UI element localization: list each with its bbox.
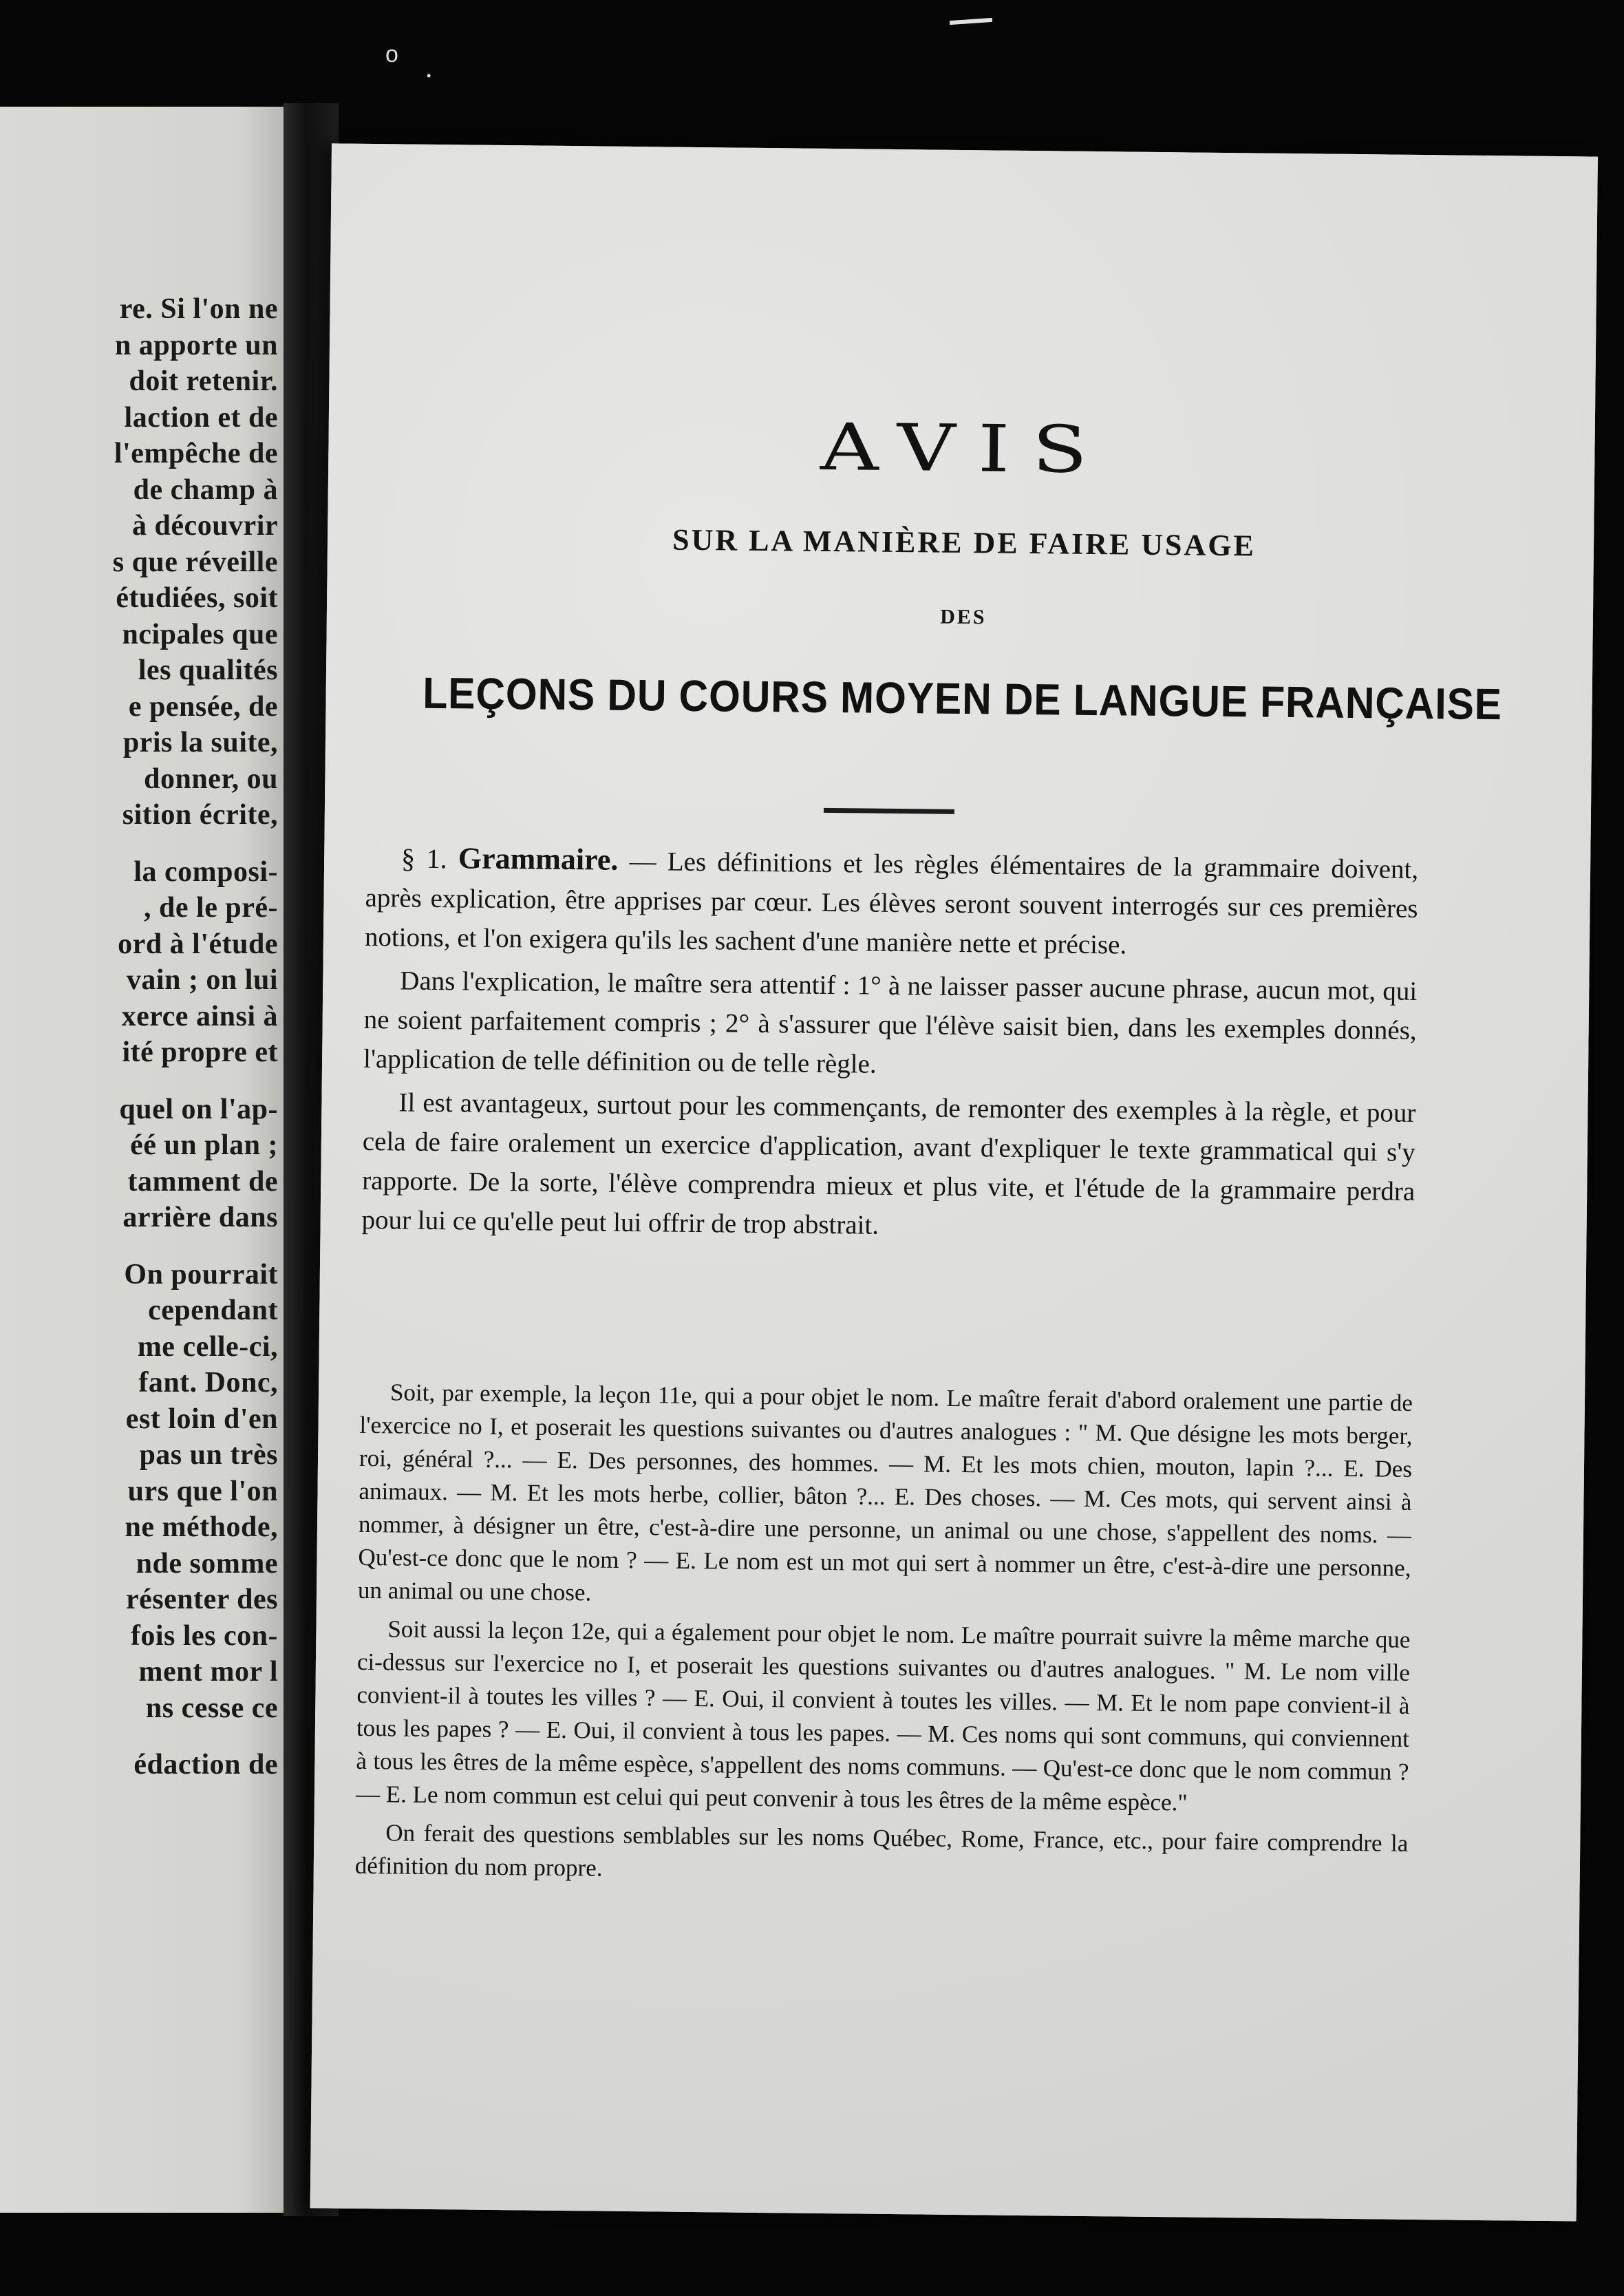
section-number: § 1. — [400, 842, 447, 875]
paragraph: Dans l'explication, le maître sera attentif : 1° à ne laisser passer aucune phrase, aucun mot, qui ne soient parfaitement compris ; 2° à s'assurer que l'élève saisit bien, dans les exemples donnés, l'application de telle définition ou de telle règle. — [363, 966, 1418, 1079]
previous-page-line: ord à l'étude — [118, 928, 278, 960]
previous-page-line: xerce ainsi à — [121, 1000, 278, 1032]
previous-page-line: On pourrait — [124, 1258, 278, 1290]
previous-page-line: de champ à — [133, 474, 278, 506]
previous-page-line: les qualités — [138, 655, 278, 686]
previous-page-line: re. Si l'on ne — [119, 293, 278, 325]
previous-page-line: me celle-ci, — [137, 1330, 278, 1363]
previous-page-line: pris la suite, — [122, 727, 278, 758]
previous-page-line: ment mor l — [138, 1656, 278, 1688]
previous-page-line: e pensée, de — [128, 690, 278, 723]
paragraph: On ferait des questions semblables sur les noms Québec, Rome, France, etc., pour faire comprendre la définition du nom propre. — [354, 1819, 1409, 1882]
previous-page-line: l'empêche de — [114, 438, 278, 469]
previous-page-line: n apporte un — [114, 329, 278, 361]
book-title: LEÇONS DU COURS MOYEN DE LANGUE FRANÇAISE — [422, 668, 1503, 730]
scan-mark — [950, 18, 992, 25]
previous-page-line: donner, ou — [144, 763, 278, 795]
paragraph — [365, 838, 1419, 968]
previous-page-line: ité propre et — [122, 1037, 278, 1068]
previous-page-line: fant. Donc, — [138, 1367, 278, 1399]
page-title: AVIS — [820, 410, 1111, 489]
document-page — [310, 143, 1598, 2221]
paragraph: Soit, par exemple, la leçon 11e, qui a pour objet le nom. Le maître ferait d'abord oralement une partie de l'exercice no I, et poserait les questions suivantes ou d'autres analogues : " M. Que désigne les mots berger, roi, général ?... — E. Des personnes, des hommes. — M. Et les mots chien, mouton, lapin ?... E. Des animaux. — M. Et les mots herbe, collier, bâton ?... E. Des choses. — M. Ces mots, qui servent ainsi à nommer, à désigner un être, c'est-à-dire une personne, un animal ou une chose, s'appellent des noms. — Qu'est-ce donc que le nom ? — E. Le nom est un mot qui sert à nommer un être, c'est-à-dire une personne, un animal ou une chose. — [357, 1379, 1413, 1606]
previous-page-line: étudiées, soit — [116, 582, 278, 614]
previous-page-line: quel on l'ap- — [119, 1093, 278, 1125]
title-rule — [824, 808, 954, 814]
paragraph-text: — Les définitions et les règles élémentaires de la grammaire doivent, après explication, être apprises par cœur. Les élèves seront souvent interrogés sur ces premières notions, et l'on exigera qu'ils les sachent d'une manière nette et précise. — [364, 846, 1419, 960]
previous-page-line: tamment de — [127, 1165, 278, 1198]
previous-page-line: ns cesse ce — [145, 1692, 278, 1724]
previous-page-line: sition écrite, — [122, 799, 278, 831]
previous-page-line: édaction de — [133, 1749, 278, 1781]
paragraph: Soit aussi la leçon 12e, qui a également pour objet le nom. Le maître pourrait suivre la même marche que ci-dessus sur l'exercice no I, et poserait les questions suivantes ou d'autres analogues. " M. Le nom ville convient-il à toutes les villes ? — E. Oui, il convient à toutes les villes. — M. Et le nom pape convient-il à tous les papes ? — E. Oui, il convient à tous les papes. — M. Ces noms qui sont communs, qui conviennent à tous les êtres de la même espèce, s'appellent des noms communs. — Qu'est-ce donc que le nom commun ? — E. Le nom commun est celui qui peut convenir à tous les êtres de la même espèce." — [355, 1615, 1411, 1816]
scan-mark: • — [427, 69, 431, 83]
previous-page-line: cependant — [148, 1295, 278, 1326]
scan-mark: o — [385, 41, 398, 67]
previous-page-line: pas un très — [139, 1439, 278, 1471]
page-subtitle: SUR LA MANIÈRE DE FAIRE USAGE — [672, 522, 1257, 563]
previous-page-line: ne méthode, — [125, 1511, 278, 1543]
section-heading: Grammaire. — [458, 841, 619, 877]
previous-page-line: doit retenir. — [129, 365, 278, 397]
previous-page-line: nde somme — [136, 1547, 278, 1580]
previous-page-line: laction et de — [124, 401, 278, 434]
page-connector: DES — [940, 605, 987, 629]
paragraph: Il est avantageux, surtout pour les commençants, de remonter des exemples à la règle, et pour cela de faire oralement un exercice d'application, avant d'expliquer le texte grammatical qui s'y rapporte. De la sorte, l'élève comprendra mieux et plus vite, et l'étude de la grammaire perdra pour lui ce qu'elle peut lui offrir de trop abstrait. — [361, 1087, 1416, 1240]
previous-page-line: s que réveille — [112, 546, 278, 578]
previous-page-line: à découvrir — [132, 510, 278, 542]
previous-page-line: résenter des — [126, 1584, 278, 1615]
previous-page-line: , de le pré- — [144, 892, 278, 924]
previous-page-line: fois les con- — [130, 1619, 278, 1652]
previous-page-line: la composi- — [133, 855, 278, 888]
previous-page-line: arrière dans — [122, 1202, 278, 1233]
previous-page-line: urs que l'on — [127, 1475, 278, 1507]
example-text — [355, 1376, 1413, 1899]
previous-page-line: est loin d'en — [125, 1403, 278, 1435]
section-body — [361, 838, 1418, 1255]
previous-page-line: vain ; on lui — [126, 964, 278, 996]
previous-page-line: éé un plan ; — [130, 1129, 278, 1161]
previous-page-line: ncipales que — [122, 618, 278, 650]
